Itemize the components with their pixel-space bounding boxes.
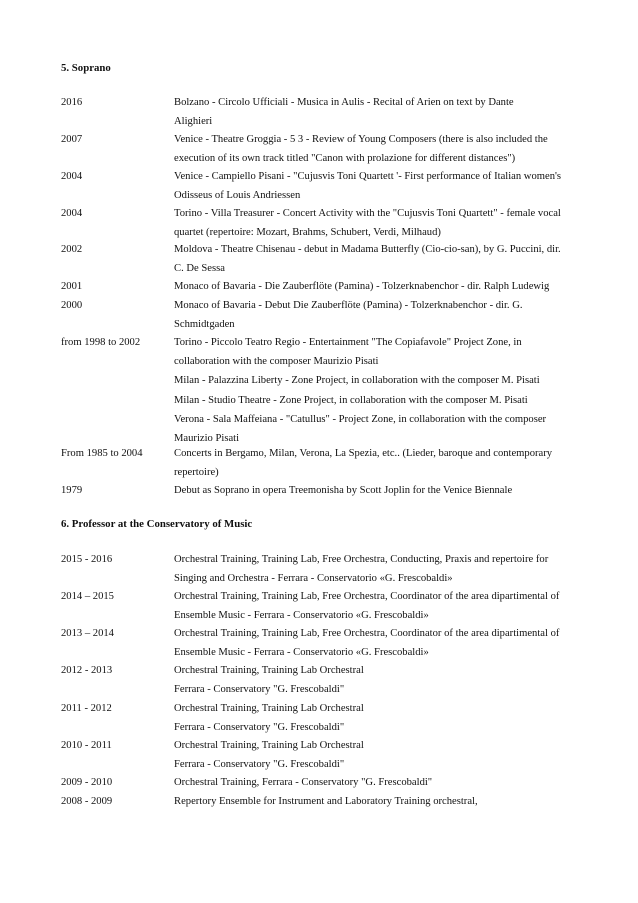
entry-description: Monaco of Bavaria - Debut Die Zauberflöte (Pamina) - Tolzerknabenchor - dir. G. Schmidtgaden (174, 300, 523, 331)
entry-year: 2004 (61, 208, 83, 219)
entry-description: Torino - Villa Treasurer - Concert Activity with the "Cujusvis Toni Quartett" - female vocal quartet (repertoire: Mozart, Brahms, Schubert, Verdi, Milhaud) (174, 208, 561, 239)
entry-description: Orchestral Training, Training Lab, Free Orchestra, Coordinator of the area dipartimental of Ensemble Music - Ferrara - Conservatorio «G. Frescobaldi» (174, 628, 560, 659)
entry-year: 2002 (61, 244, 83, 255)
entry-description: Concerts in Bergamo, Milan, Verona, La Spezia, etc.. (Lieder, baroque and contemporary repertoire) (174, 448, 553, 479)
entry-description: Debut as Soprano in opera Treemonisha by Scott Joplin for the Venice Biennale (174, 485, 513, 496)
entry-description: Orchestral Training, Training Lab, Free Orchestra, Coordinator of the area dipartimental of Ensemble Music - Ferrara - Conservatorio «G. Frescobaldi» (174, 591, 560, 622)
entry-year: 2000 (61, 300, 83, 311)
entry-year: from 1998 to 2002 (61, 337, 141, 348)
entry-description: Monaco of Bavaria - Die Zauberflöte (Pamina) - Tolzerknabenchor - dir. Ralph Ludewig (174, 281, 550, 292)
entry-year: 2014 – 2015 (61, 591, 114, 602)
entry-description: Orchestral Training, Training Lab, Free Orchestra, Conducting, Praxis and repertoire for Singing and Orchestra - Ferrara - Conservatorio «G. Frescobaldi» (174, 554, 549, 585)
entry-description: Orchestral Training, Training Lab Orchestral Ferrara - Conservatory "G. Frescobaldi" (174, 740, 364, 771)
entry-year: 2001 (61, 281, 83, 292)
entry-description: Bolzano - Circolo Ufficiali - Musica in Aulis - Recital of Arien on text by Dante Alighieri (174, 97, 514, 128)
entry-year: 1979 (61, 485, 83, 496)
entry-year: 2013 – 2014 (61, 628, 114, 639)
entry-description: Torino - Piccolo Teatro Regio - Entertainment "The Copiafavole" Project Zone, in collaboration with the composer Maurizio Pisati Milan - Palazzina Liberty - Zone Project, in collaboration with the composer M. Pisati Milan - Studio Theatre - Zone Project, in collaboration with the composer M. Pisati Verona - Sala Maffeiana - "Catullus" - Project Zone, in collaboration with the composer Maurizio Pisati (174, 337, 547, 445)
section-heading-professor: 6. Professor at the Conservatory of Music (61, 518, 253, 530)
entry-year: 2011 - 2012 (61, 703, 112, 714)
entry-year: 2008 - 2009 (61, 796, 113, 807)
entry-description: Venice - Theatre Groggia - 5 3 - Review of Young Composers (there is also included the execution of its own track titled "Canon with prolazione for different distances") (174, 134, 548, 165)
entry-description: Orchestral Training, Ferrara - Conservatory "G. Frescobaldi" (174, 777, 433, 788)
entry-description: Moldova - Theatre Chisenau - debut in Madama Butterfly (Cio-cio-san), by G. Puccini, dir. C. De Sessa (174, 244, 561, 275)
entry-year: 2012 - 2013 (61, 665, 113, 676)
entry-description: Venice - Campiello Pisani - "Cujusvis Toni Quartett '- First performance of Italian women's Odisseus of Louis Andriessen (174, 171, 562, 202)
entry-year: From 1985 to 2004 (61, 448, 143, 459)
entry-year: 2010 - 2011 (61, 740, 112, 751)
section-heading-soprano: 5. Soprano (61, 62, 111, 74)
entry-year: 2015 - 2016 (61, 554, 113, 565)
entry-year: 2004 (61, 171, 83, 182)
entry-description: Repertory Ensemble for Instrument and Laboratory Training orchestral, (174, 796, 478, 807)
entry-year: 2016 (61, 97, 83, 108)
entry-year: 2009 - 2010 (61, 777, 113, 788)
entry-description: Orchestral Training, Training Lab Orchestral Ferrara - Conservatory "G. Frescobaldi" (174, 703, 364, 734)
entry-year: 2007 (61, 134, 83, 145)
entry-description: Orchestral Training, Training Lab Orchestral Ferrara - Conservatory "G. Frescobaldi" (174, 665, 364, 696)
